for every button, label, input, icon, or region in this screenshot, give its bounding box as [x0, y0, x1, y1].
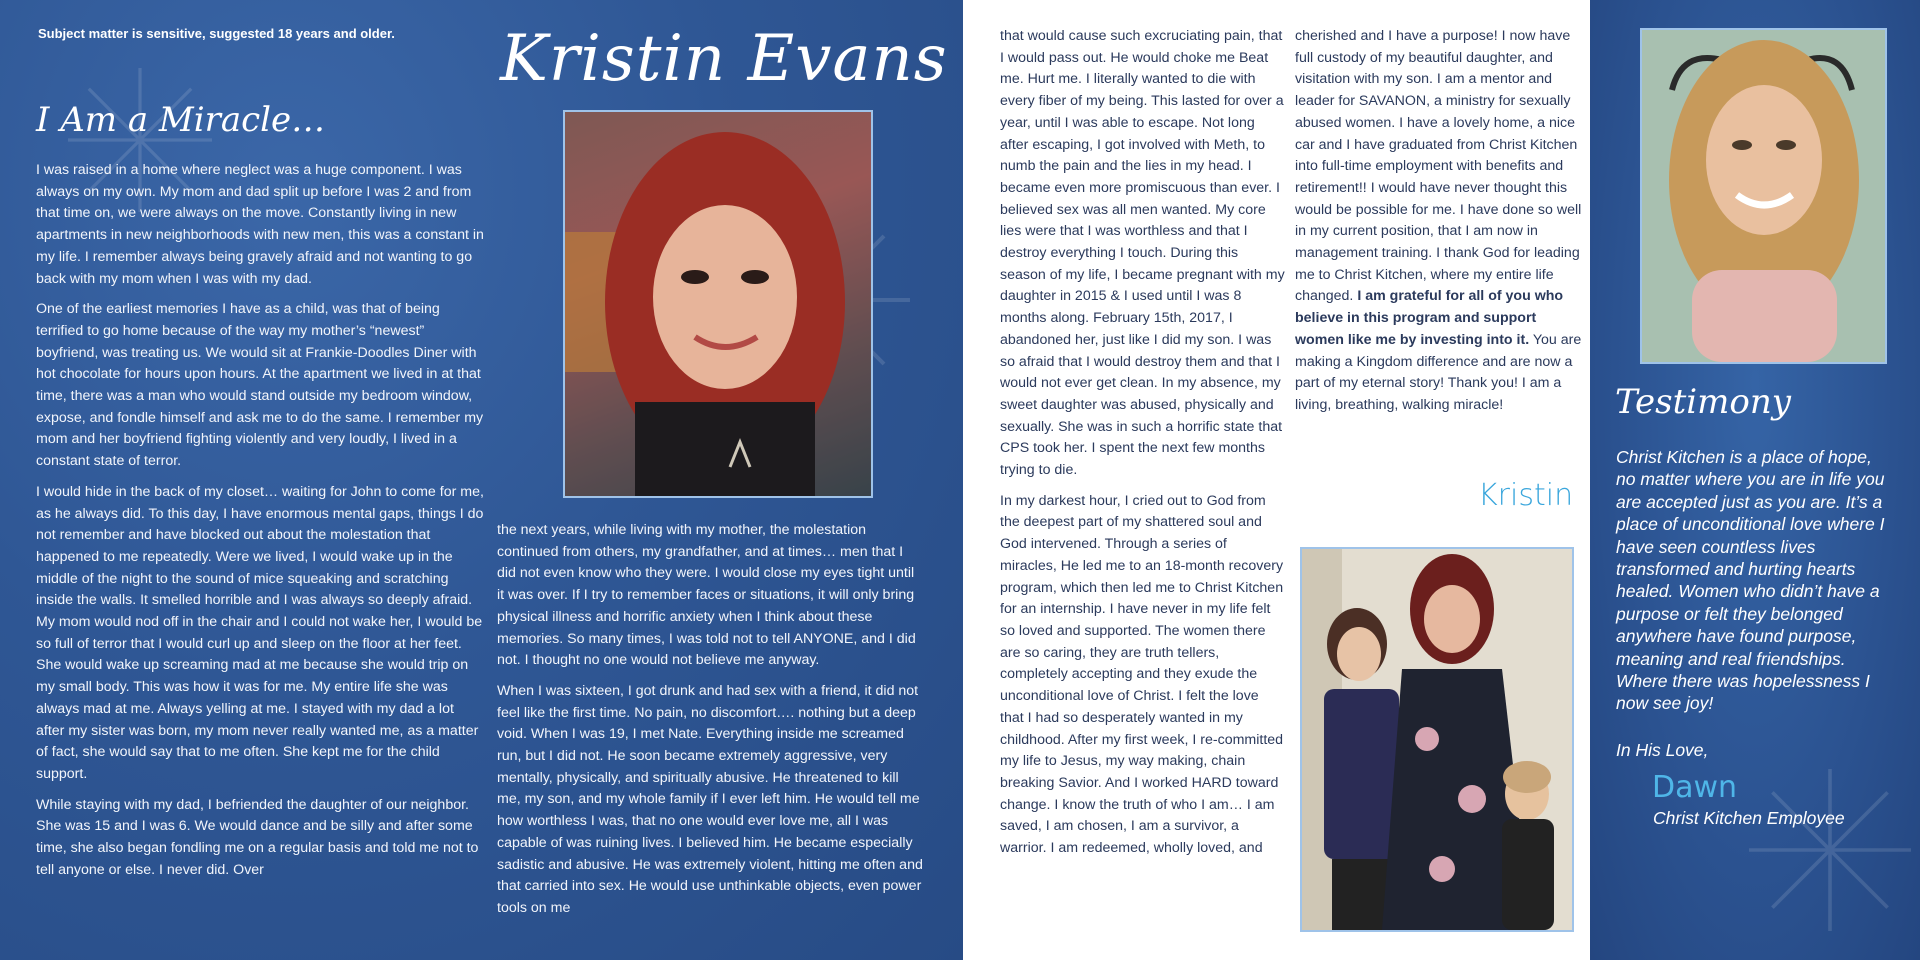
closing-line: In His Love,	[1616, 740, 1709, 760]
dawn-portrait-photo	[1640, 28, 1887, 364]
emphasis-text: I am grateful for all of you who believe in this program and support women like me by investing into it.	[1295, 288, 1564, 348]
section-title: I Am a Miracle…	[36, 100, 326, 140]
kristin-portrait-photo	[563, 110, 873, 498]
testimony-title: Testimony	[1615, 382, 1791, 422]
page-title: Kristin Evans	[500, 22, 948, 96]
story-column-1	[36, 160, 484, 891]
story-column-4	[1295, 26, 1585, 426]
story-column-3	[1000, 26, 1285, 869]
story-column-2	[497, 520, 925, 929]
paragraph: In my darkest hour, I cried out to God from the deepest part of my shattered soul and God intervened. Through a series of miracles, He led me to an 18-month recovery program, which then led me to Christ Kitchen for an internship. I have never in my life felt so loved and supported. The women there are so caring, they are truth tellers, completely accepting and they exude the unconditional love of Christ. I felt the love that I had so desperately wanted in my childhood. After my first week, I re-committed my life to Jesus, my way making, chain breaking Savior. And I worked HARD toward change. I know the truth of who I am… I am saved, I am chosen, I am a survivor, a warrior. I am redeemed, wholly loved, and	[1000, 492, 1284, 857]
testimony-text: Christ Kitchen is a place of hope, no matter where you are in life you are accepted just as you are. It’s a place of unconditional love where I have seen countless lives transformed and hurting hearts healed. Women who didn’t have a purpose or felt they belonged anywhere have found purpose, meaning and real friendships. Where there was hopelessness I now see joy!	[1616, 447, 1885, 714]
paragraph-text: You are making a Kingdom difference and are now a part of my eternal story! Thank you! I am a living, breathing, walking miracle!	[1295, 331, 1582, 413]
portrait-illustration	[1642, 30, 1885, 362]
paragraph: the next years, while living with my mother, the molestation continued from others, my grandfather, and at times… men that I did not even know who they were. I would close my eyes tight until it was over. If I try to remember faces or situations, it will only bring physical illness and horrific anxiety when I think about these memories. So many times, I was told not to tell ANYONE, and I did not. I thought no one would not believe me anyway.	[497, 522, 916, 669]
signature-dawn: Dawn	[1652, 770, 1738, 805]
signature-kristin: Kristin	[1478, 478, 1574, 513]
age-notice: Subject matter is sensitive, suggested 18 years and older.	[38, 26, 395, 41]
paragraph: When I was sixteen, I got drunk and had sex with a friend, it did not feel like the first time. No pain, no discomfort…. nothing but a deep void. When I was 19, I met Nate. Everything inside me screamed run, but I did not. He soon became extremely aggressive, very mentally, physically, and spiritually abusive. He threatened to kill me, my son, and my whole family if I ever left him. He would tell me how worthless I was, that no one would ever love me, all I was capable of was ruining lives. I believed him. He became especially sadistic and abusive. He was extremely violent, hitting me often and that carried into sex. He would use unthinkable objects, even power tools on me	[497, 682, 923, 916]
paragraph: that would cause such excruciating pain, that I would pass out. He would choke me Beat me. Hurt me. I literally wanted to die with every fiber of my being. This lasted for over a year, until I was able to escape. Not long after escaping, I got involved with Meth, to numb the pain and the lies in my head. I became even more promiscuous than ever. I believed sex was all men wanted. My core lies were that I was worthless and that I destroy everything I touch. During this season of my life, I became pregnant with my daughter in 2015 & I used until I was 8 months along. February 15th, 2017, I abandoned her, just like I did my son. I was so afraid that I would destroy them and that I would not ever get clean. In my absence, my sweet daughter was abused, physically and sexually. She was in such a horrific state that CPS took her. I spent the next few months trying to die.	[1000, 28, 1285, 479]
portrait-illustration	[565, 112, 871, 496]
family-illustration	[1302, 549, 1572, 930]
signature-role: Christ Kitchen Employee	[1653, 808, 1845, 828]
paragraph: I was raised in a home where neglect was a huge component. I was always on my own. My mom and dad split up before I was 2 and from that time on, we were always on the move. Constantly living in new apartments in new neighborhoods with new men, this was a constant in my life. I remember always being gravely afraid and not wanting to go back with my mom when I was with my dad.	[36, 162, 484, 287]
family-photo	[1300, 547, 1574, 932]
paragraph: I would hide in the back of my closet… waiting for John to come for me, as he always did. To this day, I have enormous mental gaps, things I do not remember and have blocked out about the molestation that happened to me repeatedly. Were we lived, I would wake up in the middle of the night to the sound of mice squeaking and scratching inside the walls. It smelled horrible and I was always so deeply afraid. My mom would nod off in the chair and I could not wake her, I would be so full of terror that I would curl up and sleep on the floor at her feet. She would wake up screaming mad at me because she would trip on my small body. This was how it was for me. My entire life she was always mad at me. Always yelling at me. I stayed with my dad a lot after my sister was born, my mom never really wanted me, as a matter of fact, she would say that to me often. She kept me for the child support.	[36, 483, 484, 782]
snowflake-icon	[1740, 760, 1920, 940]
paragraph-text: cherished and I have a purpose! I now have full custody of my beautiful daughter, and visitation with my son. I am a mentor and leader for SAVANON, a ministry for sexually abused women. I have a lovely home, a nice car and I have graduated from Christ Kitchen into full-time employment with benefits and retirement!! I would have never thought this would be possible for me. I have done so well in my current position, that I am now in management training. I thank God for leading me to Christ Kitchen, where my entire life changed.	[1295, 28, 1582, 305]
paragraph	[1295, 26, 1585, 417]
paragraph: One of the earliest memories I have as a child, was that of being terrified to go home because of the way my mother’s “newest” boyfriend, was treating us. We would sit at Frankie-Doodles Diner with hot chocolate for hours upon hours. At the apartment we lived in at that time, there was a man who would stand outside my bedroom window, expose, and fondle himself and ask me to do the same. I remember my mom and her boyfriend fighting violently and very loudly, I lived in a constant state of terror.	[36, 301, 484, 470]
paragraph: While staying with my dad, I befriended the daughter of our neighbor. She was 15 and I was 6. We would dance and be silly and after some time, she also began fondling me on a regular basis and told me not to tell anyone or else. I never did. Over	[36, 796, 479, 878]
